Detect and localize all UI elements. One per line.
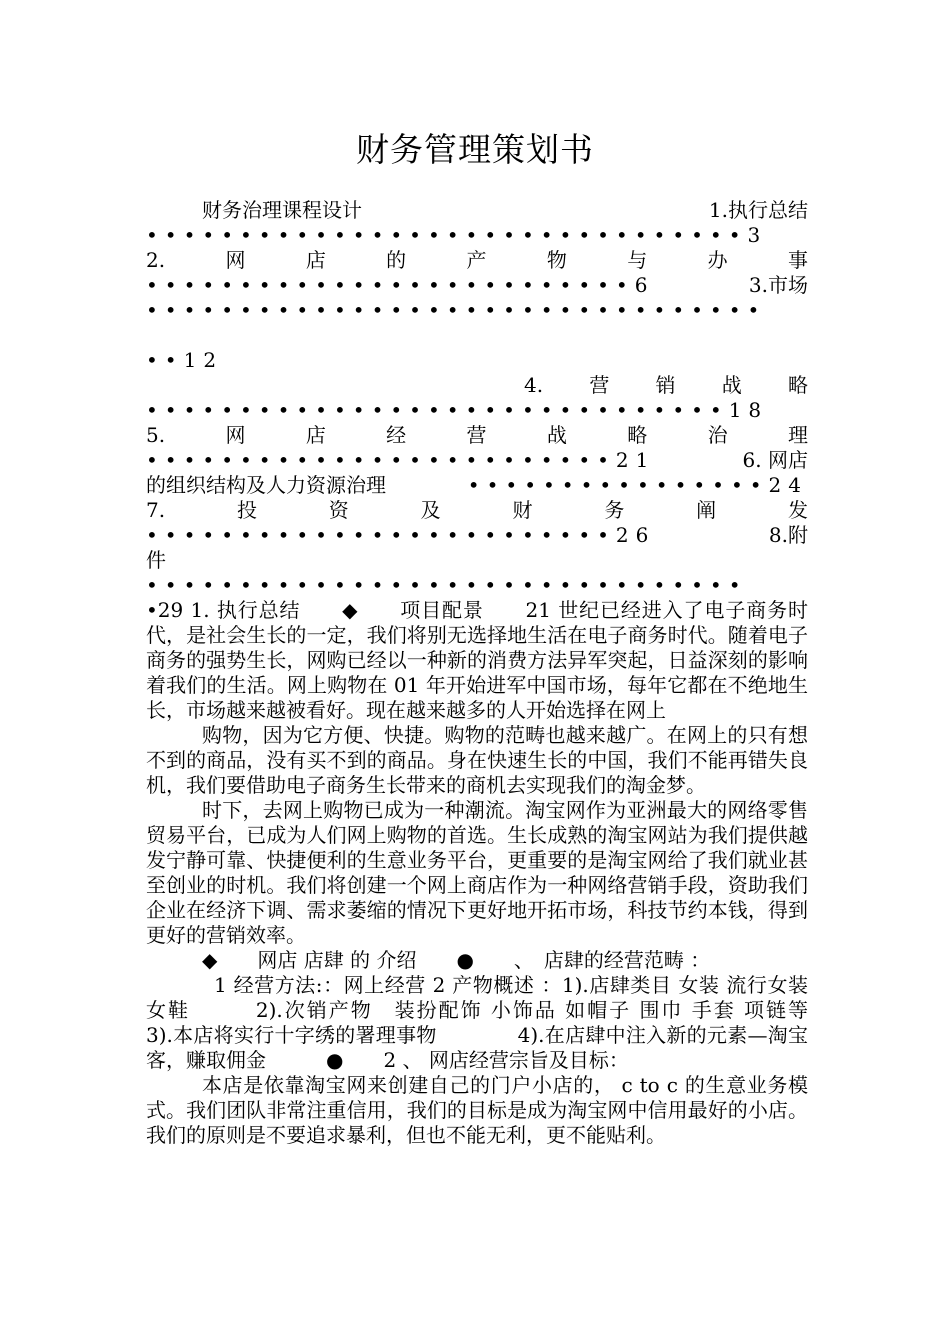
paragraph-background: •29 1. 执行总结 ◆ 项目配景 21 世纪已经进入了电子商务时代，是社会生长的一定，我们将别无选择地生活在电子商务时代。随着电子商务的强势生长，网购已经以一种新的消费方法异军突起，日益深刻的影响着我们的生活。网上购物在 01 年开始进军中国市场，每年它都在不绝地生长，市场越来越被看好。现在越来越多的人开始选择在网上 xyxy=(146,598,808,722)
page-title: 财务管理策划书 xyxy=(356,130,594,169)
toc-leader-2: ••••••••••••••••••••••••••6 3.市场 xyxy=(146,273,808,297)
toc-entry-8-cont: 件 xyxy=(146,548,166,572)
toc-entry-3: 3.市场 xyxy=(748,273,808,297)
toc-entry-8: 8.附 xyxy=(768,523,808,547)
toc-leader-7: •••••••••••••••••••••••••26 8.附 xyxy=(146,523,808,547)
toc-line-1 xyxy=(146,198,808,223)
toc-leader-8: •••••••••••••••••••••••••••••••• xyxy=(146,573,748,597)
paragraph-taobao: 时下，去网上购物已成为一种潮流。淘宝网作为亚洲最大的网络零售贸易平台，已成为人们网上购物的首选。生长成熟的淘宝网站为我们提供越发宁静可靠、快捷便利的生意业务平台，更重要的是淘宝网给了我们就业甚至创业的时机。我们将创建一个网上商店作为一种网络营销手段，资助我们企业在经济下调、需求萎缩的情况下更好地开拓市场，科技节约本钱，得到更好的营销效率。 xyxy=(146,798,808,947)
paragraph-goals: 本店是依靠淘宝网来创建自己的门户小店的， c to c 的生意业务模式。我们团队非常注重信用，我们的目标是成为淘宝网中信用最好的小店。我们的原则是不要追求暴利，但也不能无利，更不能贴利。 xyxy=(146,1073,808,1147)
paragraph-shop-intro: ◆ 网店 店肆 的 介绍 ● 、 店肆的经营范畴 ： xyxy=(202,948,711,972)
toc-leader-4: •••••••••••••••••••••••••••••••18 xyxy=(146,398,769,422)
toc-entry-5: 5. 网 店 经 营 战 略 治 理 xyxy=(146,423,808,447)
paragraph-business-scope: 1 经营方法:：网上经营 2 产物概述 ：1).店肆类目 女装 流行女装 女鞋 2).次销产物 装扮配饰 小饰品 如帽子 围巾 手套 项链等 3).本店将实行十字绣的署理事物 4).在店肆中注入新的元素—淘宝客，赚取佣金 ● 2 、 网店经营宗旨及目标： xyxy=(146,973,888,1072)
toc-entry-4: 4. 营 销 战 略 xyxy=(524,373,808,397)
toc-entry-6-cont: 的组织结构及人力资源治理 ••••••••••••••••24 xyxy=(146,473,808,497)
toc-entry-2: 2. 网 店 的 产 物 与 办 事 xyxy=(146,248,808,272)
toc-leader-5: •••••••••••••••••••••••••21 6. 网店 xyxy=(146,448,808,472)
toc-leader-3: ••••••••••••••••••••••••••••••••• xyxy=(146,298,767,322)
toc-entry-7: 7. 投 资 及 财 务 阐 发 xyxy=(146,498,808,522)
toc-entry-6: 6. 网店 xyxy=(742,448,808,472)
toc-entry-1: 1.执行总结 xyxy=(708,198,808,222)
toc-leader-1: ••••••••••••••••••••••••••••••••3 xyxy=(146,223,768,247)
paragraph-shopping: 购物，因为它方便、快捷。购物的范畴也越来越广。在网上的只有想不到的商品，没有买不到的商品。身在快速生长的中国，我们不能再错失良机，我们要借助电子商务生长带来的商机去实现我们的淘金梦。 xyxy=(146,723,808,797)
toc-leader-3b: ••12 xyxy=(146,348,224,372)
toc-course-title: 财务治理课程设计 xyxy=(202,198,362,222)
document-body xyxy=(146,198,888,1148)
